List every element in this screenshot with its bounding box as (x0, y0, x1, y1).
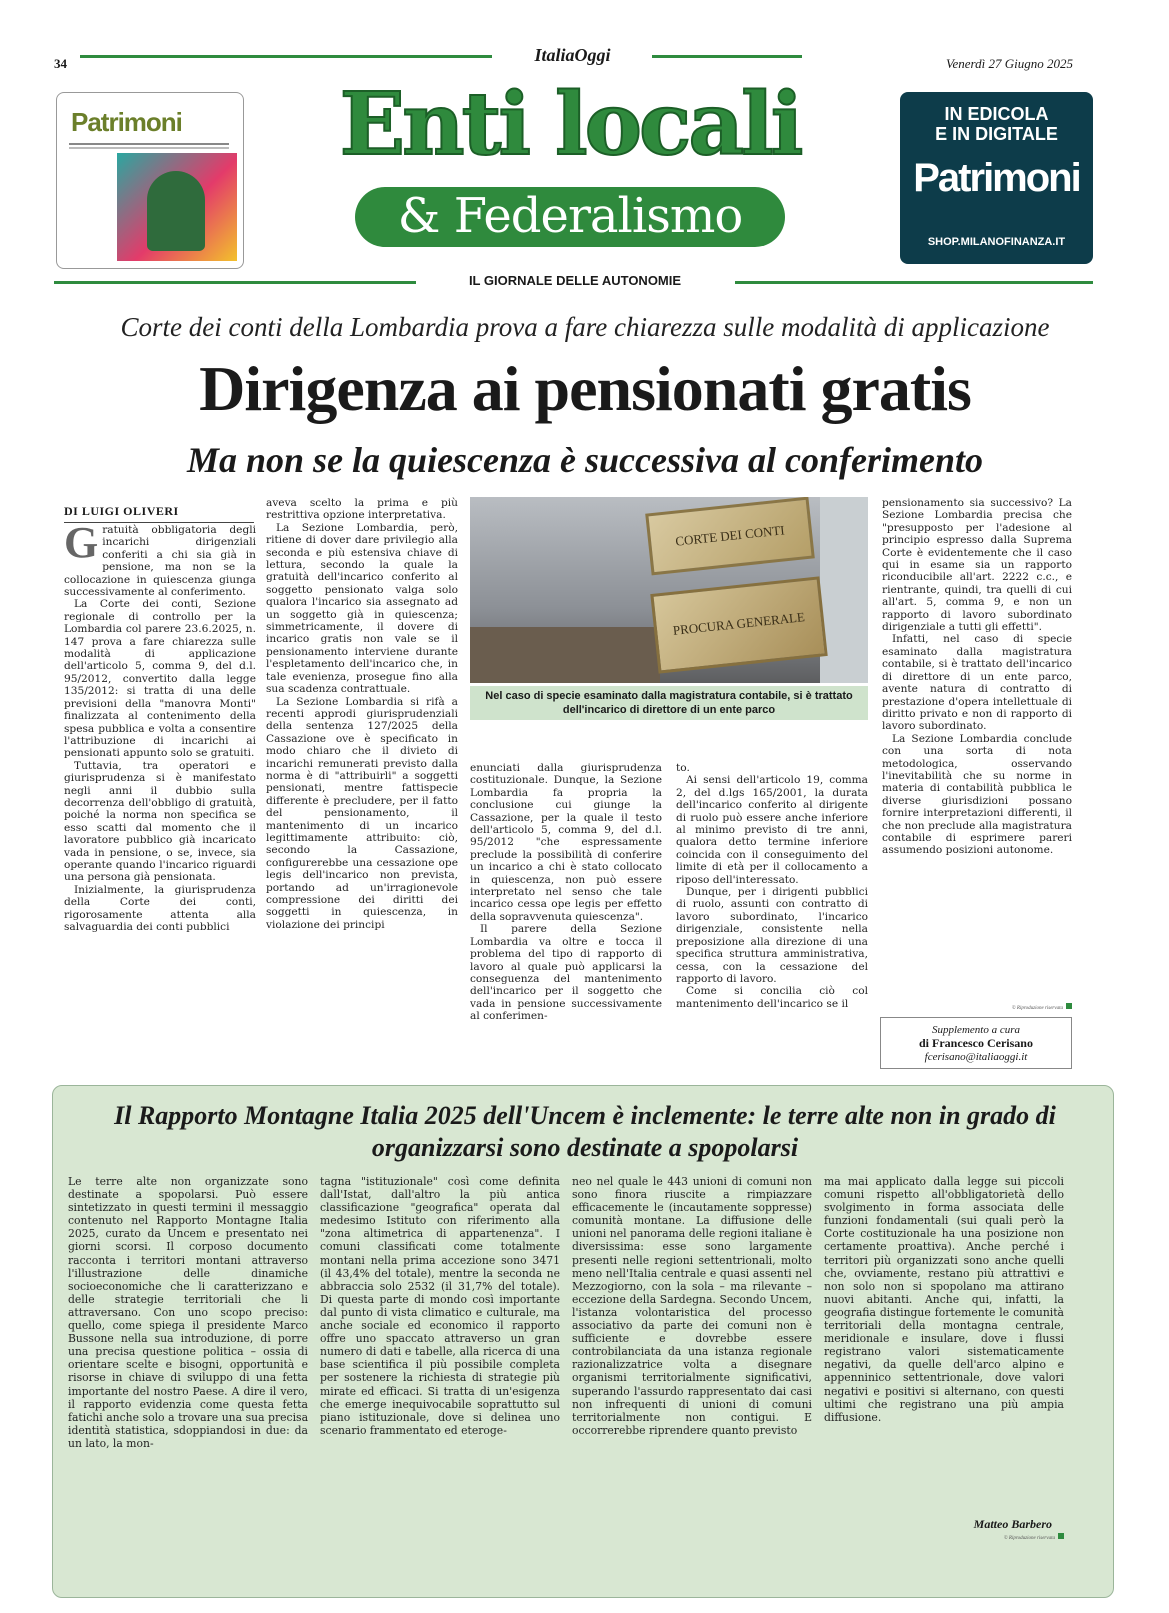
paragraph: Inizialmente, la giurisprudenza della Corte dei conti, rigorosamente attenta alla salvaguardia dei conti pubblici (64, 883, 256, 933)
promo-patrimoni-ad[interactable] (900, 92, 1093, 264)
sidebar-copyright-note: © Riproduzione riservata (824, 1533, 1064, 1541)
masthead-rule-right (652, 55, 802, 58)
promo-patrimoni-cover[interactable] (56, 92, 244, 269)
photo-caption: Nel caso di specie esaminato dalla magistratura contabile, si è trattato dell'incarico di direttore di un ente parco (470, 686, 868, 720)
paragraph: Dunque, per i dirigenti pubblici di ruolo, assunti con contratto di lavoro subordinato, l'incarico dirigenziale, consistente nella preposizione alla direzione di una specifica struttura amministrativa, cessa, con la cessazione del rapporto di lavoro. (676, 886, 868, 985)
supplement-email-link[interactable]: fcerisano@italiaoggi.it (924, 1051, 1028, 1063)
paragraph: La Corte dei conti, Sezione regionale di controllo per la Lombardia col parere 23.6.2025, n. 147 prova a fare chiarezza sulle modalità di applicazione dell'articolo 5, comma 9, del d.l. 95/2012, convertito dalla legge 135/2012: si tratta di una delle previsioni della "manovra Monti" finalizzata al contenimento della spesa pubblica e volta a consentire l'attribuzione di incarichi ai pensionati appunto solo se gratuiti. (64, 598, 256, 760)
paragraph: Tuttavia, tra operatori e giurisprudenza si è manifestato negli anni il dubbio sulla decorrenza dell'obbligo di gratuità, poiché la norma non specifica se esso scatti dal momento che il lavoratore pubblico già incaricato vada in pensione, o se, invece, sia operante quando l'incarico riguardi una persona già pensionata. (64, 759, 256, 884)
article-subheadline: Ma non se la quiescenza è successiva al conferimento (187, 440, 983, 480)
copyright-note: © Riproduzione riservata (882, 1003, 1072, 1011)
paragraph: La Sezione Lombardia, però, ritiene di dover dare privilegio alla seconda e più estensiva chiave di lettura, secondo la quale la gratuità dell'incarico conferito al soggetto pensionato valga solo qualora l'incarico sia assegnato ad un soggetto già in quiescenza; simmetricamente, il dovere di incarico gratis non vale se il pensionamento interviene durante l'espletamento dell'incarico che, in tale evenienza, prosegue fino alla sua scadenza contrattuale. (266, 521, 458, 696)
sidebar-column-1: Le terre alte non organizzate sono destinate a spopolarsi. Può essere sintetizzato in questi termini il messaggio contenuto nel Rapporto Montagne Italia 2025, curato da Uncem e presentato nei giorni scorsi. Il corposo documento racconta i territori montani attraverso l'illustrazione delle dinamiche socioeconomiche che li caratterizzano e delle strategie territoriali che li attraversano. Con uno scopo preciso: quello, come spiega il presidente Marco Bussone nella sua introduzione, di porre una precisa questione politica – ossia di orientare scelte e bisogni, opportunità e risorse in chiave di sviluppo di una fetta importante del nostro Paese. A dire il vero, il rapporto evidenzia come questa fetta fatichi anche solo a trovare una sua precisa identità statistica, sdoppiandosi in due: da un lato, la mon- (68, 1175, 308, 1450)
article-column-2 (266, 497, 458, 1069)
section-subtitle: & Federalismo (355, 187, 785, 247)
plaque-corte-dei-conti (645, 497, 815, 575)
paragraph: La Sezione Lombardia si rifà a recenti approdi giurisprudenziali della sentenza 127/2025 della Cassazione ove è specificato in modo chiaro che il divieto di incarichi remunerati previsto dalla norma è di "attribuirli" a soggetti pensionati, mentre fattispecie differente è precludere, per il fatto del pensionamento, il mantenimento di un incarico legittimamente attribuito: ciò, secondo la Cassazione, configurerebbe una cessazione ope legis dell'incarico non prevista, portando ad un'irragionevole compressione dei diritti dei soggetti in quiescenza, in violazione dei principi (266, 695, 458, 931)
section-title: Enti locali (339, 74, 801, 175)
paragraph: Infatti, nel caso di specie esaminato dalla magistratura contabile, si è trattato dell'incarico di direttore di un ente parco, avente natura di contratto di prestazione d'opera intellettuale di diritto privato e non di rapporto di lavoro subordinato. (882, 633, 1072, 733)
promo-cover-lines (69, 143, 229, 149)
brand-logo: ItaliaOggi (534, 45, 611, 65)
promo-ad-line2: E IN DIGITALE (935, 124, 1058, 144)
article-byline: DI LUIGI OLIVERI (64, 504, 254, 523)
sidebar-column-4: ma mai applicato dalla legge sui piccoli comuni rispetto all'obbligatorietà dello svolgimento in forma associata delle funzioni fondamentali (sui quali però la Corte costituzionale ha una posizione non certamente proattiva). Anche perché i territori più organizzati sono anche quelli che, ovviamente, restano più attrattivi e non solo non si spopolano ma attirano nuovi abitanti. Anche qui, infatti, la geografia distingue fortemente le comunità territoriali della montagna centrale, meridionale e insulare, dove i flussi registrano valori sistematicamente negativi, da quelle dell'arco alpino e appenninico settentrionale, dove valori negativi e positivi si alternano, con questi ultimi che registrano una più ampia diffusione. (824, 1175, 1064, 1424)
publication-date: Venerdì 27 Giugno 2025 (946, 56, 1073, 71)
promo-ad-shop-link[interactable]: SHOP.MILANOFINANZA.IT (927, 236, 1066, 248)
supplement-line1: Supplemento a cura (932, 1024, 1020, 1036)
paragraph: pensionamento sia successivo? La Sezione Lombardia precisa che "presupposto per l'adesione al principio espresso dalla Suprema Corte è evidentemente che il caso qui in esame sia un rapporto riconducibile all'art. 2222 c.c., e rientrante, quindi, tra quelli di cui all'art. 5, comma 9, e non un rapporto di lavoro subordinato dirigenziale a tutti gli effetti". (882, 497, 1072, 634)
paragraph: ratuità obbligatoria degli incarichi dirigenziali conferiti a chi sia già in pensione, ma non se la collocazione in quiescenza giunga successivamente al conferimento. (64, 524, 256, 599)
supplement-editor: di Francesco Cerisano (919, 1036, 1033, 1050)
sidebar-column-2: tagna "istituzionale" così come definita dall'Istat, dall'altro la più antica classificazione "geografica" operata dal medesimo Istituto con riferimento alla "zona altimetrica di appartenenza". I comuni classificati come totalmente montani nella prima accezione sono 3471 (il 43,4% del totale), mentre la seconda ne abbraccia solo 2532 (il 31,7% del totale). Di questa parte di mondo così importante dal punto di vista climatico e culturale, ma anche sociale ed economico il rapporto offre uno spaccato attraverso un gran numero di dati e tabelle, alla ricerca di una base scientifica il più possibile completa per sostenere la richiesta di strategie più mirate ed efficaci. Si tratta di un'esigenza che emerge inequivocabile soprattutto sul piano istituzionale, dove si delinea uno scenario frammentato ed eteroge- (320, 1175, 560, 1437)
promo-cover-title: Patrimoni (71, 107, 182, 137)
masthead-rule-left (80, 55, 492, 58)
tagline-rule-left (54, 281, 416, 284)
paragraph: enunciati dalla giurisprudenza costituzionale. Dunque, la Sezione Lombardia fa propria la conclusione cui giunge la Cassazione, per la quale il testo dell'articolo 5, comma 9, del d.l. 95/2012 "che espressamente preclude la possibilità di conferire un incarico a chi è stato collocato in quiescenza, non può essere interpretato nel senso che tale incarico cessa ope legis per effetto della sopravvenuta quiescenza". (470, 762, 662, 923)
article-photo (470, 497, 868, 683)
tagline-rule-right (735, 281, 1093, 284)
paragraph: Ai sensi dell'articolo 19, comma 2, del d.lgs 165/2001, la durata dell'incarico conferito al dirigente di ruolo può essere anche inferiore al minimo previsto di tre anni, qualora detto termine inferiore coincida con il conseguimento del limite di età per il collocamento a riposo dell'interessato. (676, 774, 868, 886)
paragraph: Il parere della Sezione Lombardia va oltre e tocca il problema del tipo di rapporto di lavoro al quale può applicarsi la conseguenza del mantenimento dell'incarico per il soggetto che vada in pensione successivamente al conferimen- (470, 923, 662, 1023)
page-number: 34 (54, 56, 67, 71)
promo-ad-magazine: Patrimoni (913, 156, 1080, 200)
paragraph: La Sezione Lombardia conclude con una sorta di nota metodologica, osservando l'inevitabilità che su norme in materia di contabilità pubblica le diverse giurisdizioni possano fornire interpretazioni differenti, il che non preclude alla magistratura contabile di esprimere pareri assumendo posizioni autonome. (882, 732, 1072, 857)
promo-ad-line1: IN EDICOLA (944, 104, 1049, 124)
sidebar-article-title: Il Rapporto Montagne Italia 2025 dell'Uncem è inclemente: le terre alte non in grado di organizzarsi sono destinate a spopolarsi (114, 1101, 1056, 1162)
article-column-4 (676, 762, 868, 1069)
drop-cap: G (64, 524, 99, 567)
sidebar-author: Matteo Barbero (973, 1517, 1052, 1531)
article-kicker: Corte dei conti della Lombardia prova a fare chiarezza sulle modalità di applicazione (120, 312, 1050, 342)
article-column-1 (64, 524, 256, 1069)
paragraph: to. (676, 762, 690, 774)
supplement-credit-box (880, 1017, 1072, 1069)
article-column-5 (882, 497, 1072, 1002)
paragraph: Come si concilia ciò col mantenimento dell'incarico se il (676, 985, 868, 1010)
article-column-3 (470, 762, 662, 1069)
dinosaur-illustration-icon (147, 171, 205, 251)
paragraph: aveva scelto la prima e più restrittiva opzione interpretativa. (266, 497, 458, 522)
plaque-text: CORTE DEI CONTI (674, 522, 786, 549)
sidebar-column-3: neo nel quale le 443 unioni di comuni non sono finora riuscite a rimpiazzare efficacemente le (incautamente soppresse) comunità montane. La diffusione delle unioni nel panorama delle regioni italiane è diversissima: esse sono largamente presenti nelle regioni settentrionali, molto meno nell'Italia centrale e quasi assenti nel Mezzogiorno, con la sola – ma rilevante – eccezione della Sardegna. Secondo Uncem, l'istanza volontaristica del processo associativo da parte dei comuni non è sufficiente e dovrebbe essere controbilanciata da una istanza regionale razionalizzatrice volta a disegnare organismi territorialmente significativi, superando l'assurdo rappresentato dai casi non infrequenti di unioni di comuni territorialmente non contigui. E occorrerebbe riprendere quanto previsto (572, 1175, 812, 1437)
photo-floor (470, 627, 660, 683)
plaque-procura-generale (650, 576, 827, 673)
plaque-text: PROCURA GENERALE (672, 609, 806, 638)
section-tagline: IL GIORNALE DELLE AUTONOMIE (468, 273, 682, 288)
promo-ad-fineprint (900, 204, 1093, 210)
article-headline: Dirigenza ai pensionati gratis (199, 353, 971, 424)
